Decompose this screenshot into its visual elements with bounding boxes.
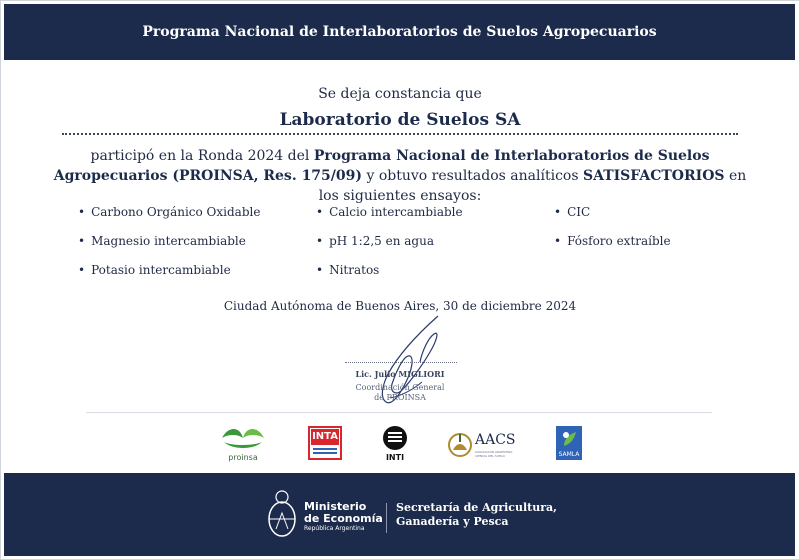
secretaria-line2: Ganadería y Pesca bbox=[396, 515, 509, 528]
signature-line bbox=[345, 362, 457, 363]
proinsa-logo bbox=[218, 424, 268, 464]
inta-label: INTA bbox=[311, 429, 339, 445]
tests-list bbox=[78, 205, 698, 295]
list-item: • Nitratos bbox=[316, 263, 379, 277]
inta-stripe bbox=[313, 448, 337, 450]
proinsa-label: proinsa bbox=[228, 453, 258, 462]
ministry-title bbox=[304, 501, 383, 525]
ministry-sub: República Argentina bbox=[304, 525, 365, 532]
signer-role-line2: de PROINSA bbox=[374, 393, 426, 402]
list-item: • Potasio intercambiable bbox=[78, 263, 231, 277]
body-result: SATISFACTORIOS bbox=[582, 168, 725, 184]
inta-frame bbox=[308, 426, 342, 460]
proinsa-leaf-icon bbox=[218, 424, 268, 452]
ministry-block bbox=[264, 489, 384, 539]
list-item: • Carbono Orgánico Oxidable bbox=[78, 205, 260, 219]
signer-role bbox=[300, 383, 500, 403]
footer-divider bbox=[386, 503, 387, 533]
samla-badge bbox=[556, 426, 582, 460]
body-part2: y obtuvo resultados analíticos bbox=[362, 168, 583, 184]
national-shield-icon bbox=[264, 489, 300, 539]
inti-logo bbox=[380, 424, 410, 464]
inta-logo bbox=[308, 424, 342, 464]
signer-role-line1: Coordinación General bbox=[355, 383, 445, 392]
list-item: • Magnesio intercambiable bbox=[78, 234, 246, 248]
ministry-line2: de Economía bbox=[304, 512, 383, 525]
place-date: Ciudad Autónoma de Buenos Aires, 30 de diciembre 2024 bbox=[223, 299, 577, 313]
aacs-sublabel: ASOCIACIÓN ARGENTINA CIENCIA DEL SUELO bbox=[475, 450, 513, 458]
aacs-logo bbox=[447, 424, 521, 464]
header-banner bbox=[4, 4, 795, 60]
certificate-body bbox=[50, 146, 750, 206]
ministry-line1: Ministerio bbox=[304, 500, 367, 513]
list-item: • CIC bbox=[554, 205, 590, 219]
samla-logo bbox=[556, 424, 582, 464]
body-program-name: Programa Nacional de Interlaboratorios de Suelos Agropecuarios (PROINSA, Res. 175/09) bbox=[53, 148, 710, 184]
inta-stripe bbox=[313, 452, 337, 454]
list-item: • pH 1:2,5 en agua bbox=[316, 234, 434, 248]
aacs-plant-icon bbox=[447, 428, 473, 458]
aacs-label: AACS bbox=[475, 432, 516, 448]
inti-emblem-icon bbox=[380, 424, 410, 452]
secretaria-title bbox=[396, 501, 557, 529]
secretaria-line1: Secretaría de Agricultura, bbox=[396, 501, 557, 514]
header-title: Programa Nacional de Interlaboratorios de Suelos Agropecuarios bbox=[142, 24, 657, 40]
samla-label: SAMLA bbox=[558, 451, 580, 458]
inti-label: INTI bbox=[385, 453, 405, 462]
intro-text: Se deja constancia que bbox=[318, 86, 482, 102]
footer-banner bbox=[4, 473, 795, 556]
dotted-underline bbox=[62, 133, 738, 135]
logos-divider bbox=[86, 412, 712, 413]
lab-name: Laboratorio de Suelos SA bbox=[279, 110, 521, 130]
body-part3: en los siguientes ensayos: bbox=[318, 168, 747, 204]
list-item: • Calcio intercambiable bbox=[316, 205, 463, 219]
body-part1: participó en la Ronda 2024 del bbox=[90, 148, 314, 164]
list-item: • Fósforo extraíble bbox=[554, 234, 671, 248]
samla-plant-icon bbox=[556, 426, 582, 450]
signer-name: Lic. Julio MIGLIORI bbox=[355, 369, 445, 379]
